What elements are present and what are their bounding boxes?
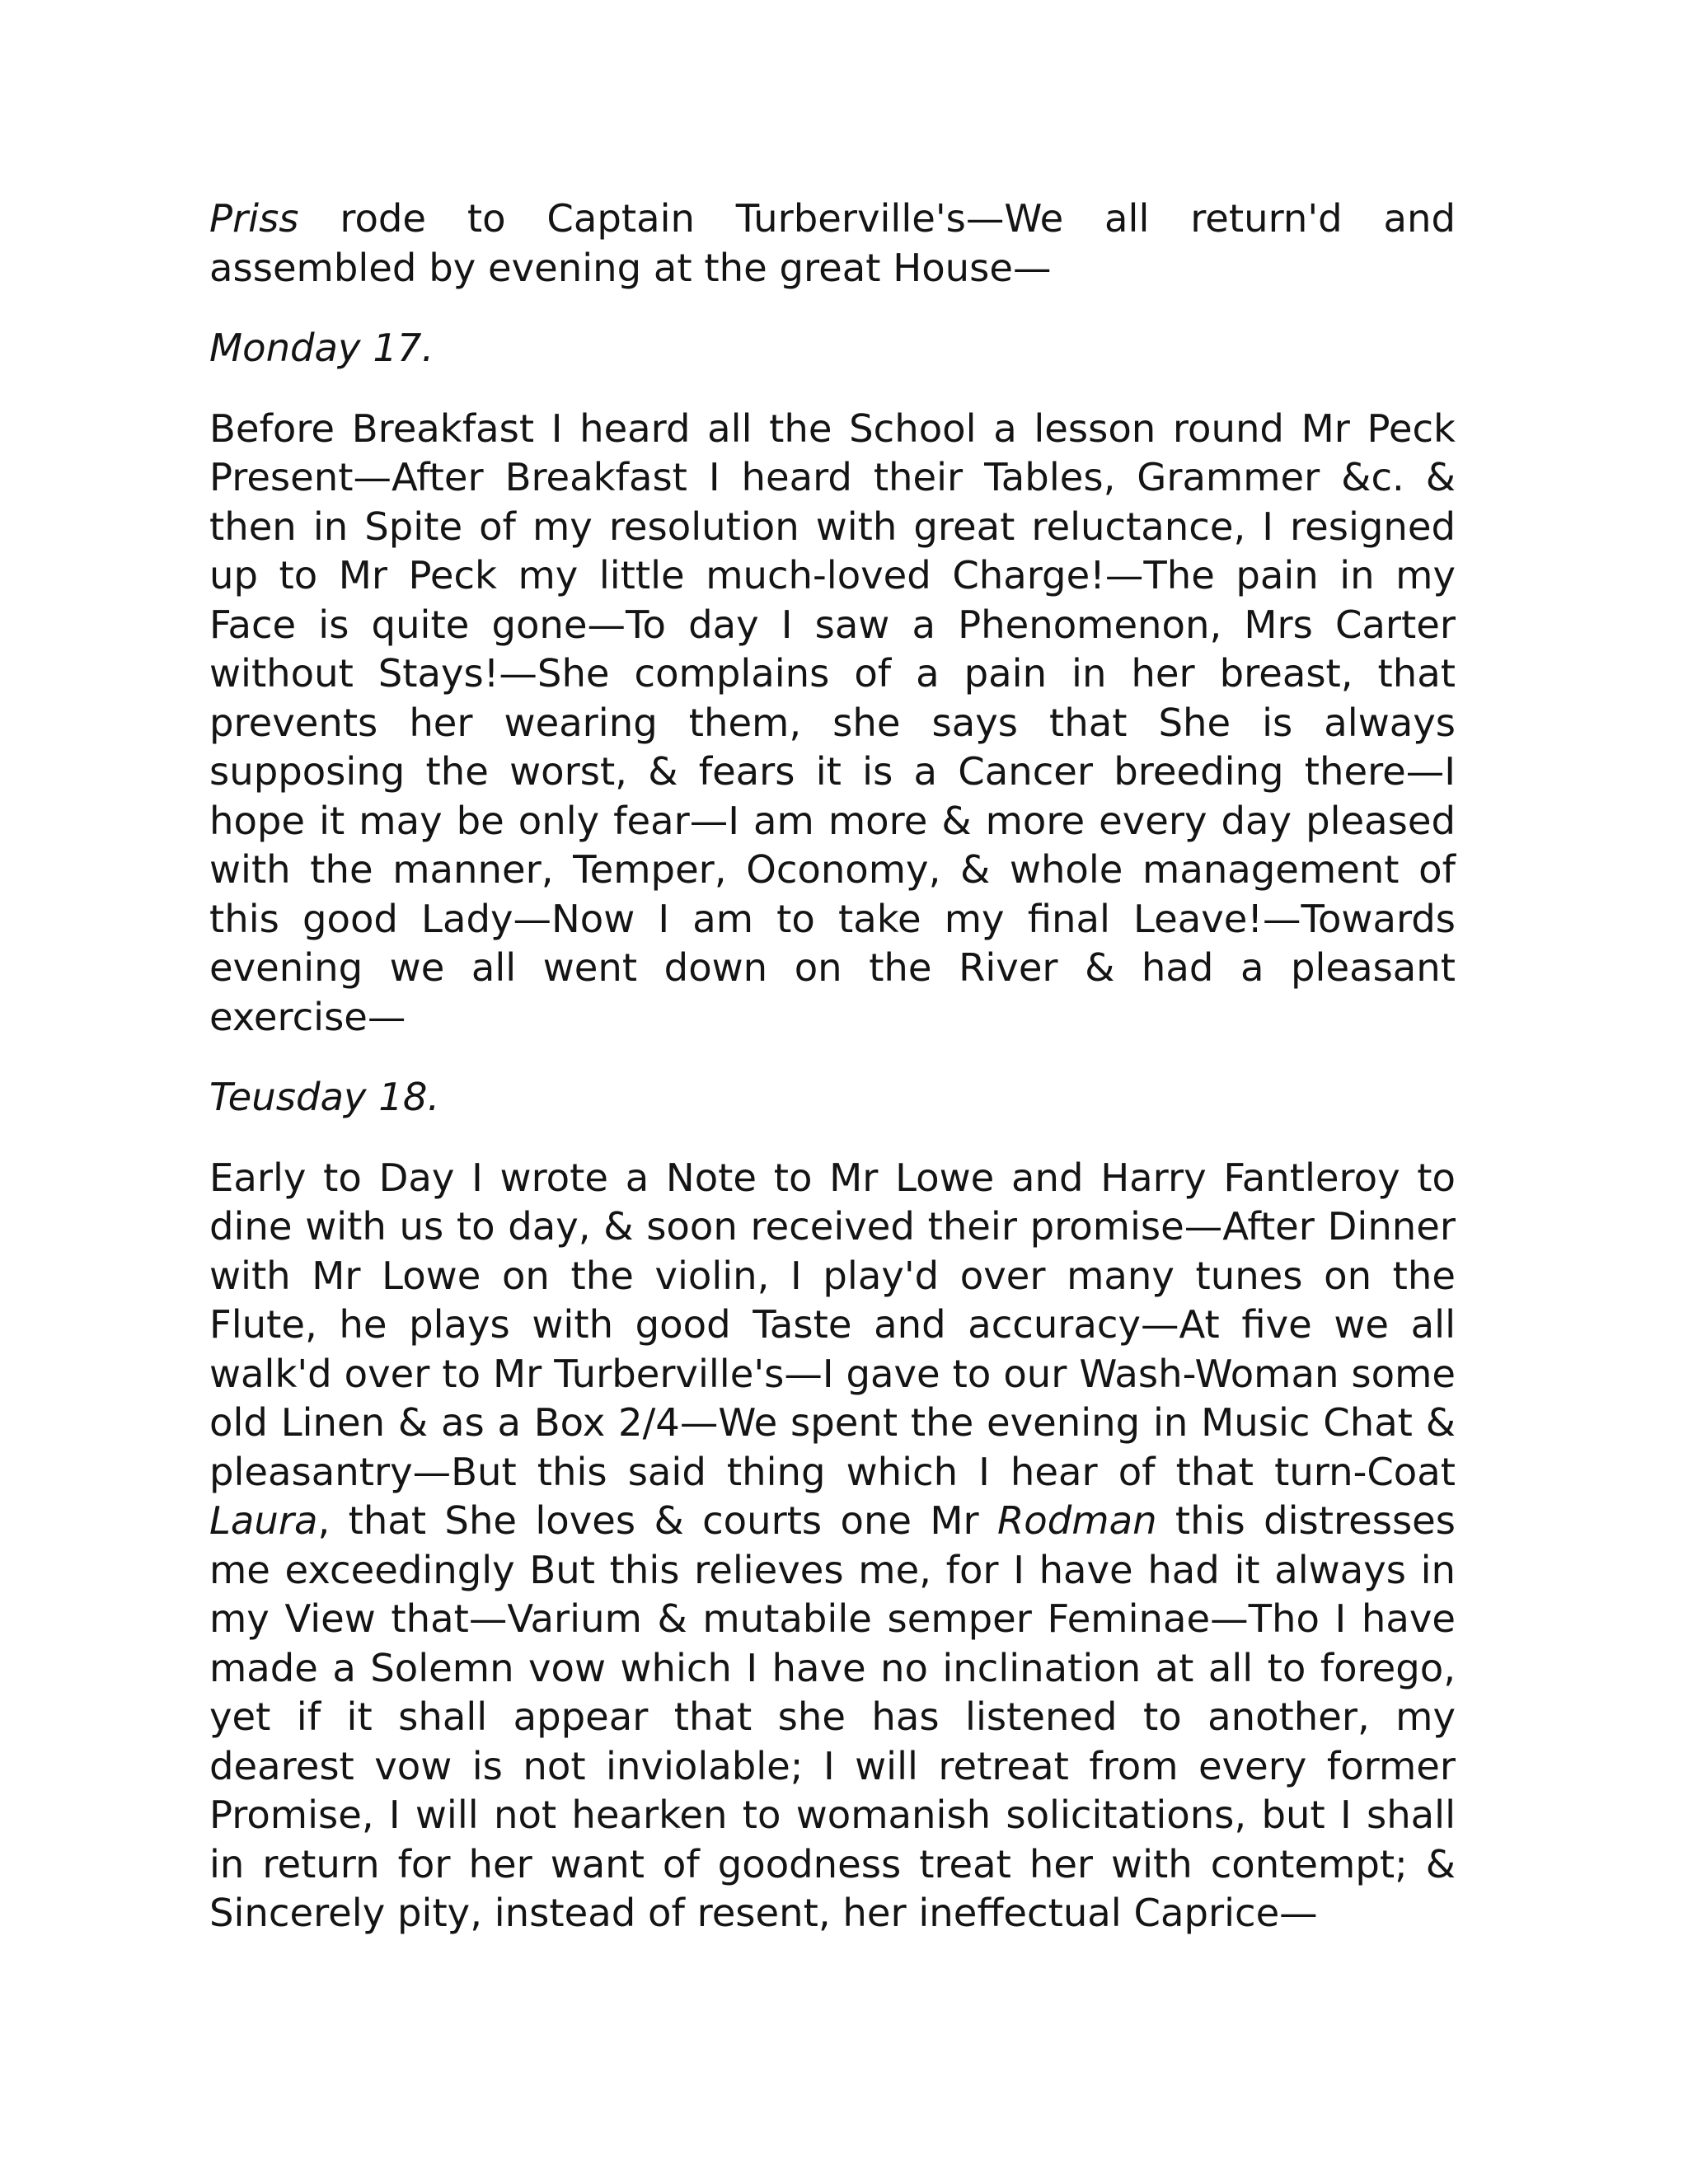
paragraph-text: rode to Captain Turberville's—We all return'd and assembled by evening at the great House—: [209, 196, 1456, 290]
paragraph-text: Before Breakfast I heard all the School a lesson round Mr Peck Present—After Breakfast I heard their Tables, Grammer &c. & then in Spite of my resolution with great reluctance, I resigned up to Mr Peck my little much-loved Charge!—The pain in my Face is quite gone—To day I saw a Phenomenon, Mrs Carter without Stays!—She complains of a pain in her breast, that prevents her wearing them, she says that She is always supposing the worst, & fears it is a Cancer breeding there—I hope it may be only fear—I am more & more every day pleased with the manner, Temper, Oconomy, & whole management of this good Lady—Now I am to take my final Leave!—Towards evening we all went down on the River & had a pleasant exercise—: [209, 405, 1456, 1039]
italic-name-laura: Laura: [209, 1498, 318, 1543]
diary-paragraph-monday: [209, 405, 1456, 1043]
document-page: [209, 194, 1456, 1970]
italic-name-priss: Priss: [209, 196, 299, 241]
date-heading-monday: Monday 17.: [209, 326, 434, 370]
paragraph-text: , that She loves & courts one Mr: [317, 1498, 997, 1543]
italic-name-rodman: Rodman: [997, 1498, 1157, 1543]
paragraph-text: Early to Day I wrote a Note to Mr Lowe and Harry Fantleroy to dine with us to day, & soon received their promise—After Dinner with Mr Lowe on the violin, I play'd over many tunes on the Flute, he plays with good Taste and accuracy—At five we all walk'd over to Mr Turberville's—I gave to our Wash-Woman some old Linen & as a Box 2/4—We spent the evening in Music Chat & pleasantry—But this said thing which I hear of that turn-Coat: [209, 1155, 1456, 1494]
diary-paragraph-teusday: [209, 1154, 1456, 1938]
date-heading-teusday: Teusday 18.: [209, 1075, 440, 1119]
paragraph-text: this distresses me exceedingly But this relieves me, for I have had it always in my View that—Varium & mutabile semper Feminae—Tho I have made a Solemn vow which I have no inclination at all to forego, yet if it shall appear that she has listened to another, my dearest vow is not inviolable; I will retreat from every former Promise, I will not hearken to womanish solicitations, but I shall in return for her want of goodness treat her with contempt; & Sincerely pity, instead of resent, her ineffectual Caprice—: [209, 1498, 1456, 1935]
diary-paragraph-priss: [209, 194, 1456, 293]
